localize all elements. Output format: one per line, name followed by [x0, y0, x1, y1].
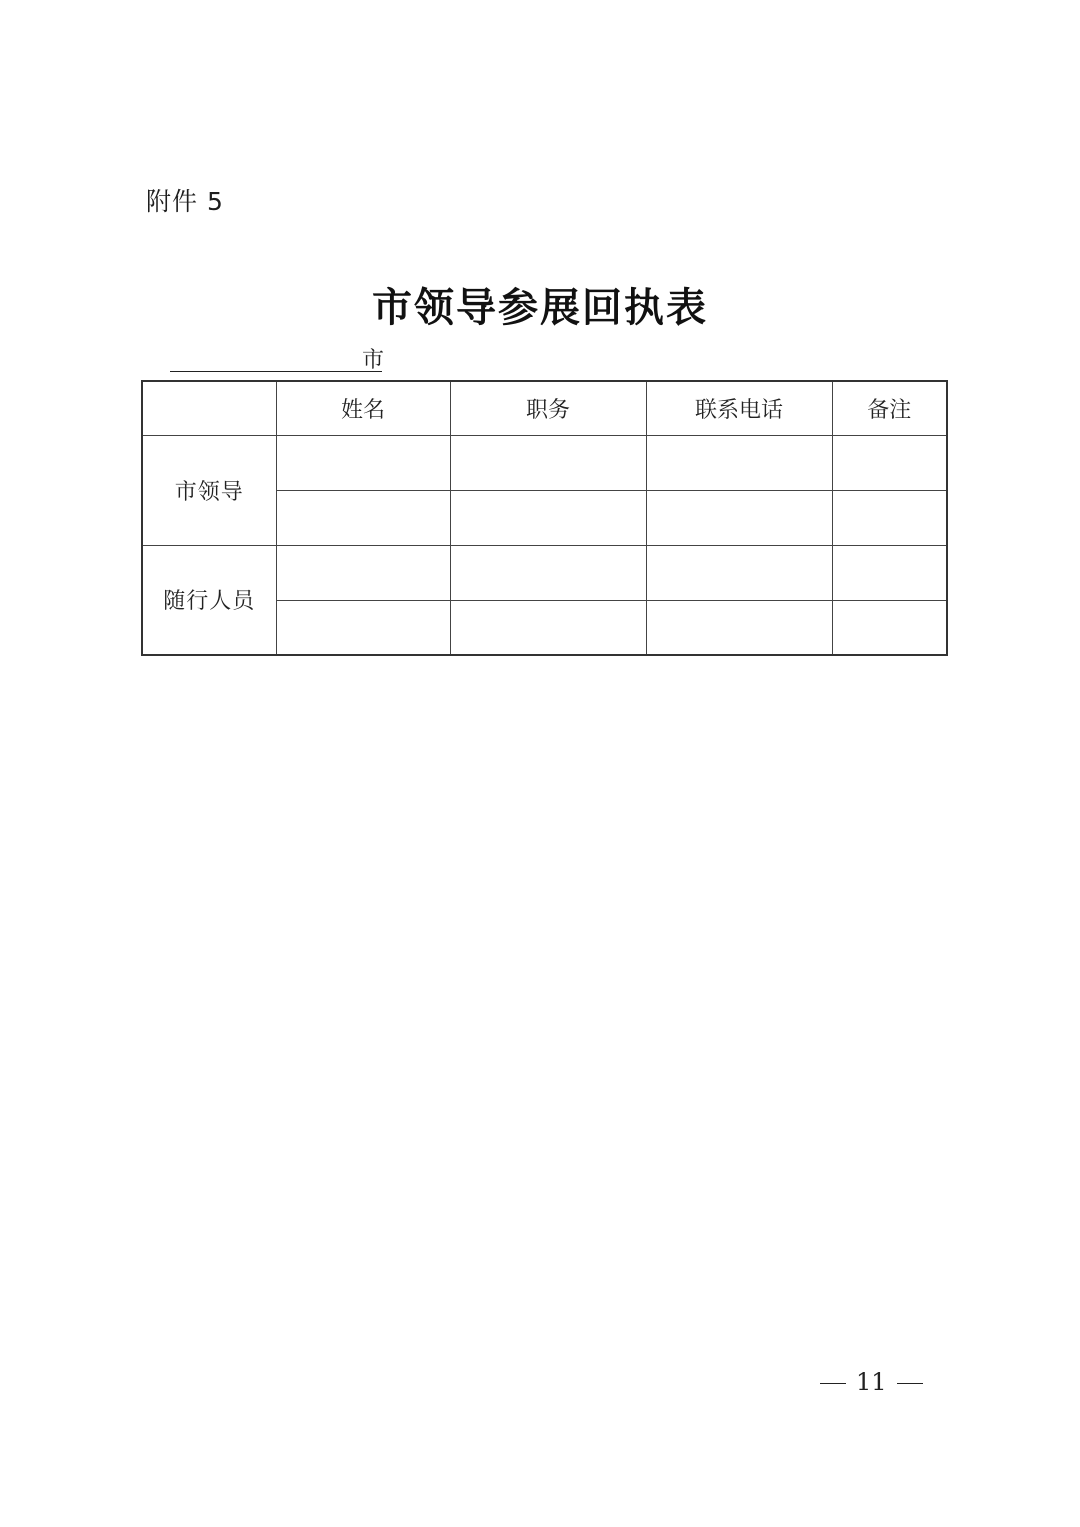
- city-suffix: 市: [362, 348, 385, 373]
- header-cell-phone: 联系电话: [646, 381, 832, 435]
- page-number: [820, 1368, 923, 1396]
- remarks-cell: [832, 545, 947, 600]
- document-title: 市领导参展回执表: [372, 284, 708, 331]
- position-cell: [450, 435, 646, 490]
- name-cell: [276, 545, 450, 600]
- group-label-city-leader: 市领导: [142, 435, 276, 545]
- position-cell: [450, 600, 646, 655]
- phone-cell: [646, 600, 832, 655]
- position-cell: [450, 490, 646, 545]
- header-cell-blank: [142, 381, 276, 435]
- phone-cell: [646, 545, 832, 600]
- name-cell: [276, 490, 450, 545]
- phone-cell: [646, 490, 832, 545]
- name-cell: [276, 435, 450, 490]
- dash-left: [820, 1383, 846, 1384]
- phone-cell: [646, 435, 832, 490]
- table-row: [142, 435, 947, 490]
- dash-right: [897, 1383, 923, 1384]
- remarks-cell: [832, 600, 947, 655]
- page-number-value: 11: [856, 1368, 887, 1396]
- position-cell: [450, 545, 646, 600]
- name-cell: [276, 600, 450, 655]
- table-header-row: [142, 381, 947, 435]
- remarks-cell: [832, 435, 947, 490]
- table-row: [142, 545, 947, 600]
- header-cell-position: 职务: [450, 381, 646, 435]
- group-label-entourage: 随行人员: [142, 545, 276, 655]
- remarks-cell: [832, 490, 947, 545]
- city-blank-line: [170, 371, 382, 372]
- header-cell-remarks: 备注: [832, 381, 947, 435]
- attachment-label: 附件 5: [146, 187, 224, 216]
- receipt-table: [141, 380, 948, 656]
- header-cell-name: 姓名: [276, 381, 450, 435]
